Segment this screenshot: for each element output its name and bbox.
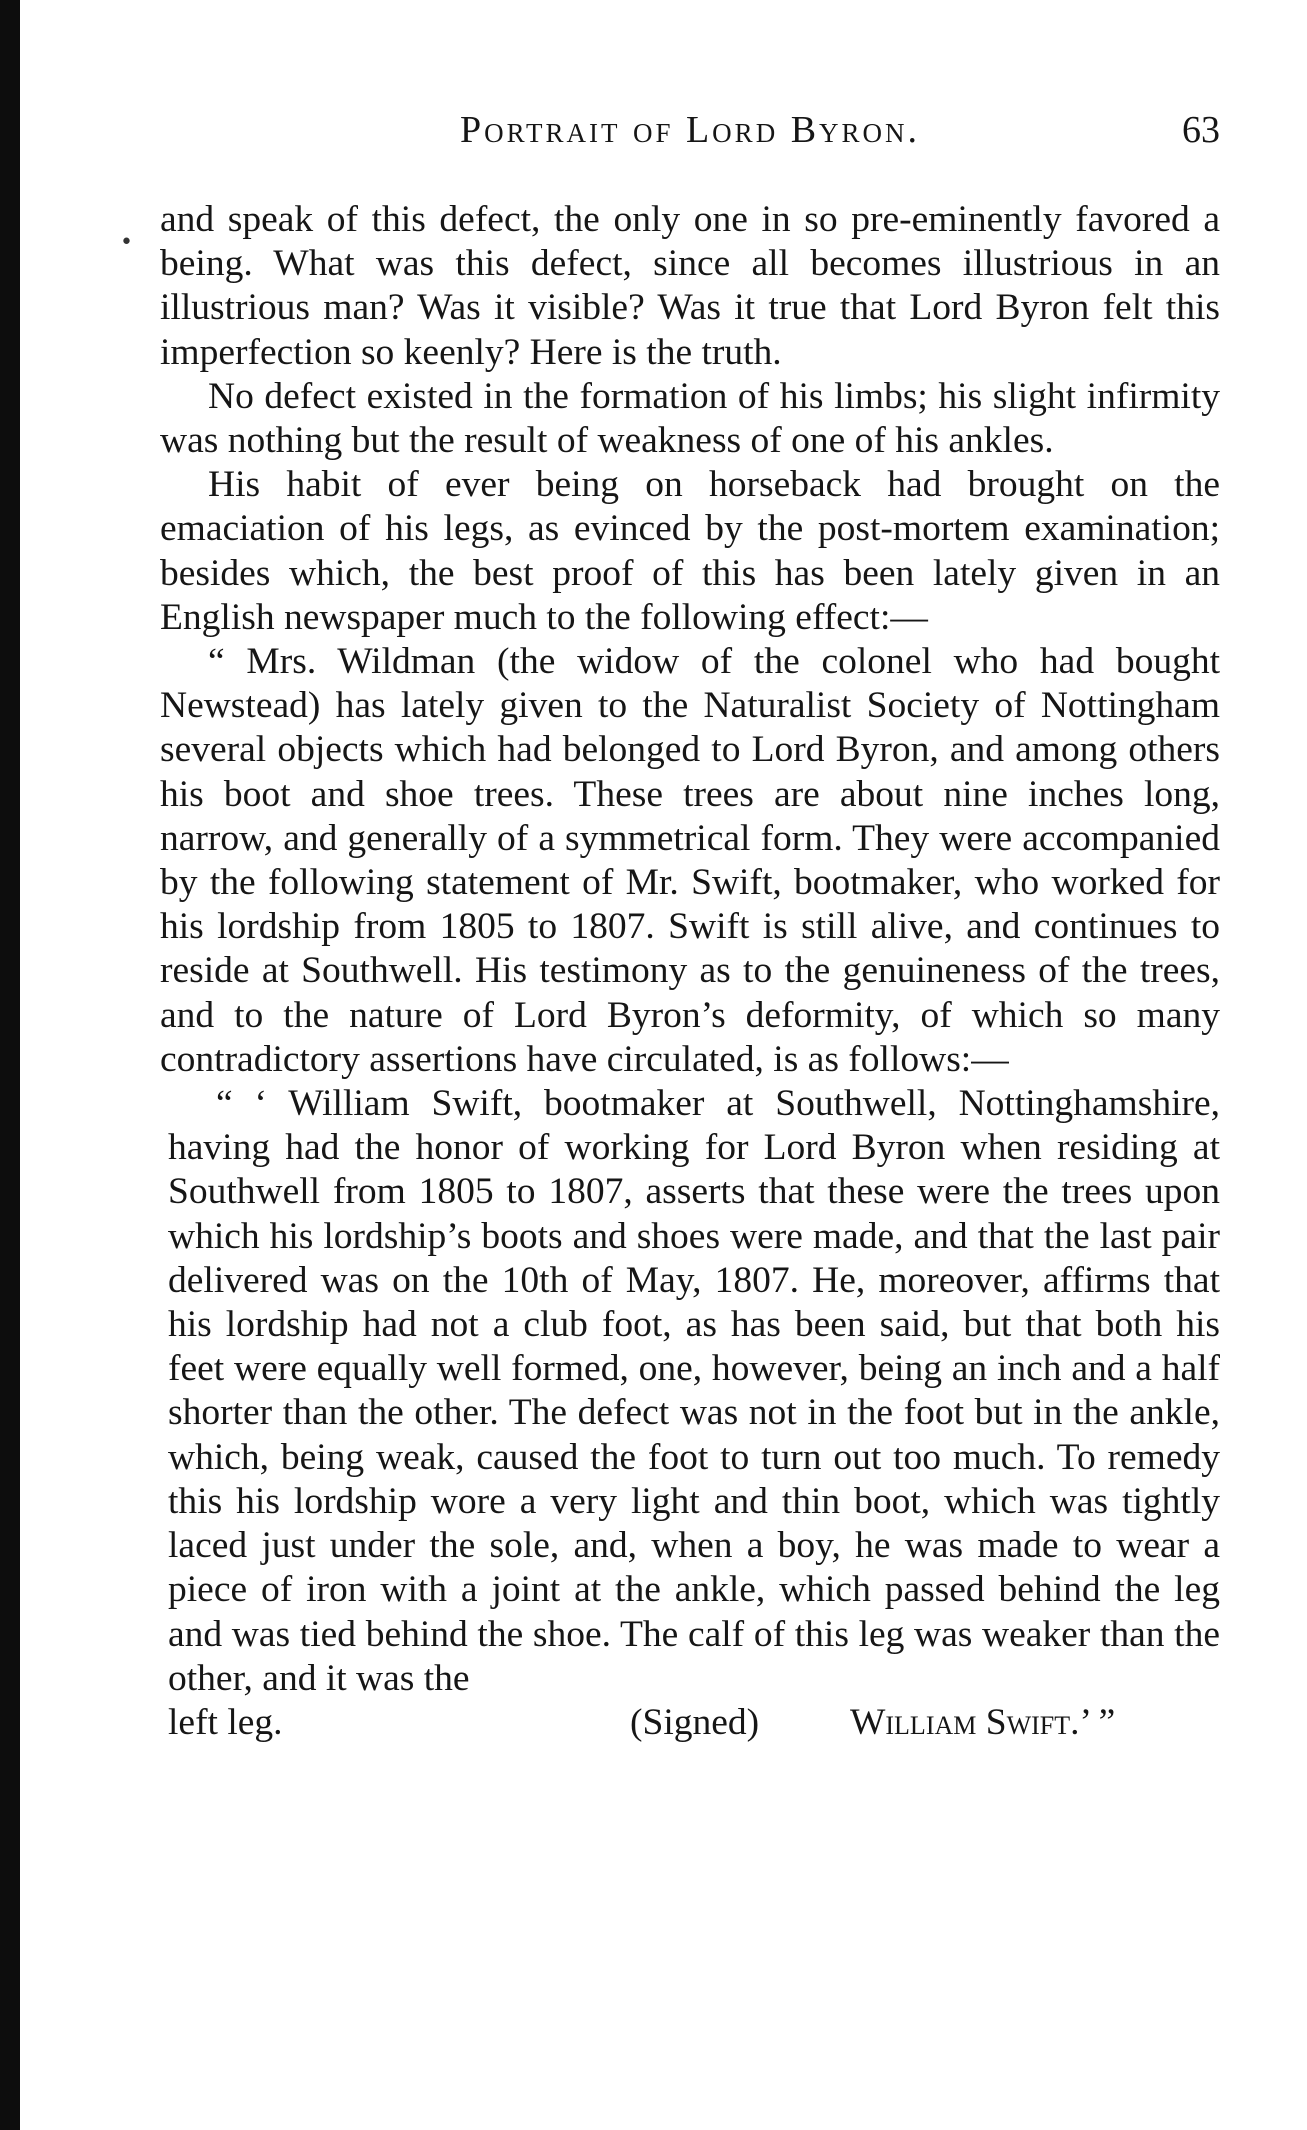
signature-line [160, 1701, 1220, 1745]
paragraph-horseback: His habit of ever being on horseback had brought on the emaciation of his legs, as evinced by the post-mortem examination; besides which, the best proof of this has been lately given in an English newspaper much to the following effect:— [160, 464, 1220, 638]
book-page [160, 108, 1220, 1745]
paragraph-no-defect: No defect existed in the formation of his limbs; his slight infirmity was nothing but the result of weakness of one of his ankles. [160, 375, 1220, 462]
paragraph-swift-statement: “ ‘ William Swift, bootmaker at Southwell, Nottinghamshire, having had the honor of working for Lord Byron when residing at Southwell from 1805 to 1807, asserts that these were the trees upon which his lordship’s boots and shoes were made, and that the last pair delivered was on the 10th of May, 1807. He, moreover, affirms that his lordship had not a club foot, as has been said, but that both his feet were equally well formed, one, however, being an inch and a half shorter than the other. The defect was not in the foot but in the ankle, which, being weak, caused the foot to turn out too much. To remedy this his lordship wore a very light and thin boot, which was tightly laced just under the sole, and, when a boy, he was made to wear a piece of iron with a joint at the ankle, which passed behind the leg and was tied behind the shoe. The calf of this leg was weaker than the other, and it was the [168, 1083, 1220, 1699]
body-text [160, 198, 1220, 1745]
running-title: Portrait of Lord Byron. [459, 109, 921, 151]
page-number: 63 [1182, 109, 1220, 151]
page-gutter-edge [0, 0, 20, 2130]
signatory-name: William Swift.’ ” [850, 1701, 1116, 1743]
signature-lead-text: left leg. [168, 1701, 283, 1743]
margin-dot: • [120, 230, 133, 255]
running-head [160, 108, 1220, 168]
paragraph-newspaper-quote: “ Mrs. Wildman (the widow of the colonel who had bought Newstead) has lately given to the Naturalist Society of Nottingham several objects which had belonged to Lord Byron, and among others his boot and shoe trees. These trees are about nine inches long, narrow, and generally of a symmetrical form. They were accompanied by the following statement of Mr. Swift, bootmaker, who worked for his lordship from 1805 to 1807. Swift is still alive, and continues to reside at Southwell. His testimony as to the genuineness of the trees, and to the nature of Lord Byron’s deformity, of which so many contradictory assertions have circulated, is as follows:— [160, 641, 1220, 1080]
signed-label: (Signed) [630, 1701, 760, 1743]
paragraph-continued: and speak of this defect, the only one in so pre-eminently favored a being. What was this defect, since all becomes illustrious in an illustrious man? Was it visible? Was it true that Lord Byron felt this imperfection so keenly? Here is the truth. [160, 199, 1220, 373]
